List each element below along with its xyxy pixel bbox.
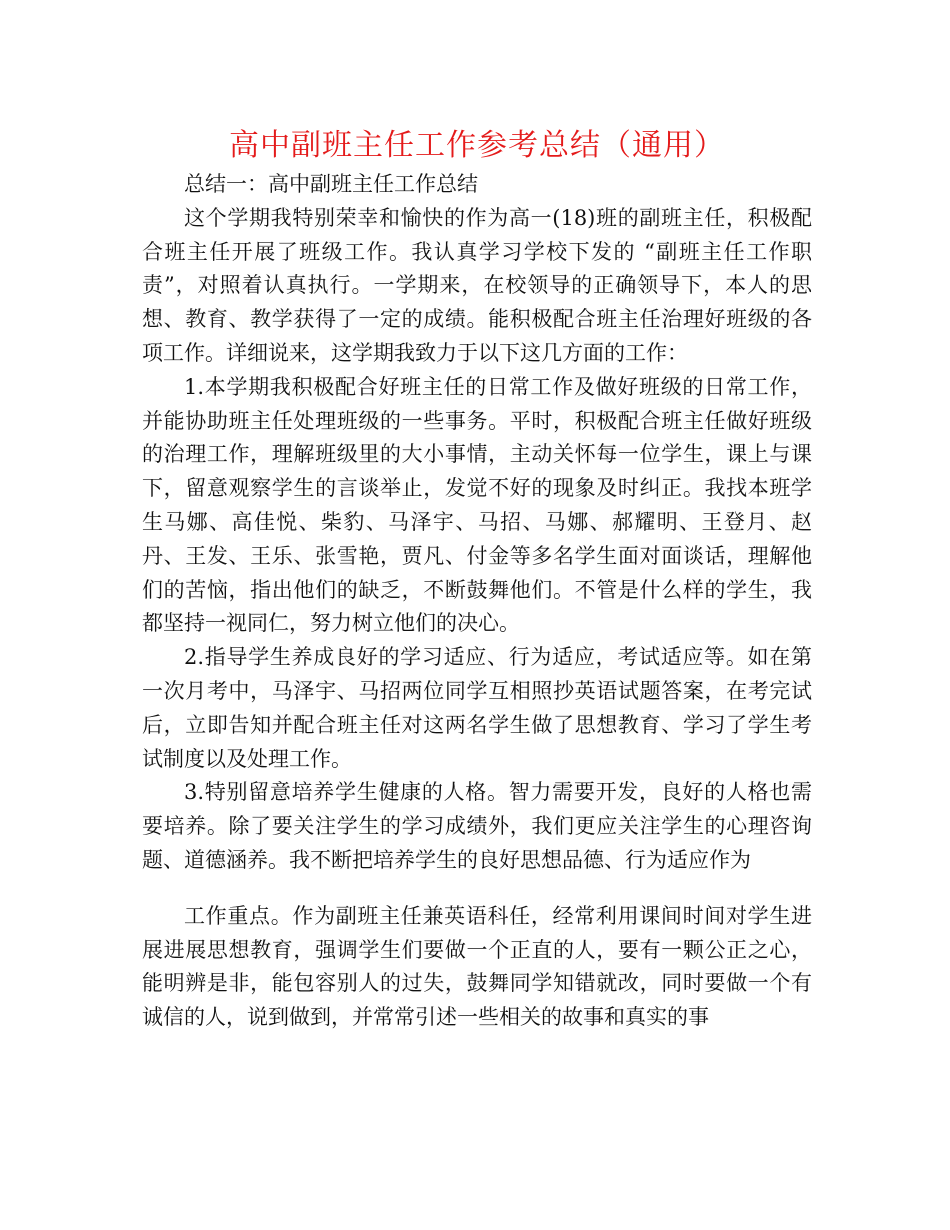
document-title: 高中副班主任工作参考总结（通用） bbox=[229, 128, 725, 163]
intro-paragraph: 这个学期我特别荣幸和愉快的作为高一(18)班的副班主任，积极配合班主任开展了班级工作。我认真学习学校下发的 “副班主任工作职责”，对照着认真执行。一学期来，在校领导的正确领导下，本人的思想、教育、教学获得了一定的成绩。能积极配合班主任治理好班级的各项工作。详细说来，这学期我致力于以下这几方面的工作： bbox=[142, 205, 812, 365]
paragraph-item-3: 3.特别留意培养学生健康的人格。智力需要开发，良好的人格也需要培养。除了要关注学生的学习成绩外，我们更应关注学生的心理咨询题、道德涵养。我不断把培养学生的良好思想品德、行为适应作为 bbox=[142, 780, 812, 872]
paragraph-continuation: 工作重点。作为副班主任兼英语科任，经常利用课间时间对学生进展进展思想教育，强调学生们要做一个正直的人，要有一颗公正之心，能明辨是非，能包容别人的过失，鼓舞同学知错就改，同时要做一个有诚信的人，说到做到，并常常引述一些相关的故事和真实的事 bbox=[142, 903, 812, 1030]
paragraph-item-2: 2.指导学生养成良好的学习适应、行为适应，考试适应等。如在第一次月考中，马泽宇、马招两位同学互相照抄英语试题答案，在考完试后，立即告知并配合班主任对这两名学生做了思想教育、学习了学生考试制度以及处理工作。 bbox=[142, 645, 812, 771]
section-heading: 总结一：高中副班主任工作总结 bbox=[184, 172, 478, 196]
paragraph-item-1: 1.本学期我积极配合好班主任的日常工作及做好班级的日常工作，并能协助班主任处理班级的一些事务。平时，积极配合班主任做好班级的治理工作，理解班级里的大小事情，主动关怀每一位学生，课上与课下，留意观察学生的言谈举止，发觉不好的现象及时纠正。我找本班学生马娜、高佳悦、柴豹、马泽宇、马招、马娜、郝耀明、王登月、赵丹、王发、王乐、张雪艳，贾凡、付金等多名学生面对面谈话，理解他们的苦恼，指出他们的缺乏，不断鼓舞他们。不管是什么样的学生，我都坚持一视同仁，努力树立他们的决心。 bbox=[142, 374, 812, 636]
document-body bbox=[142, 124, 812, 1035]
